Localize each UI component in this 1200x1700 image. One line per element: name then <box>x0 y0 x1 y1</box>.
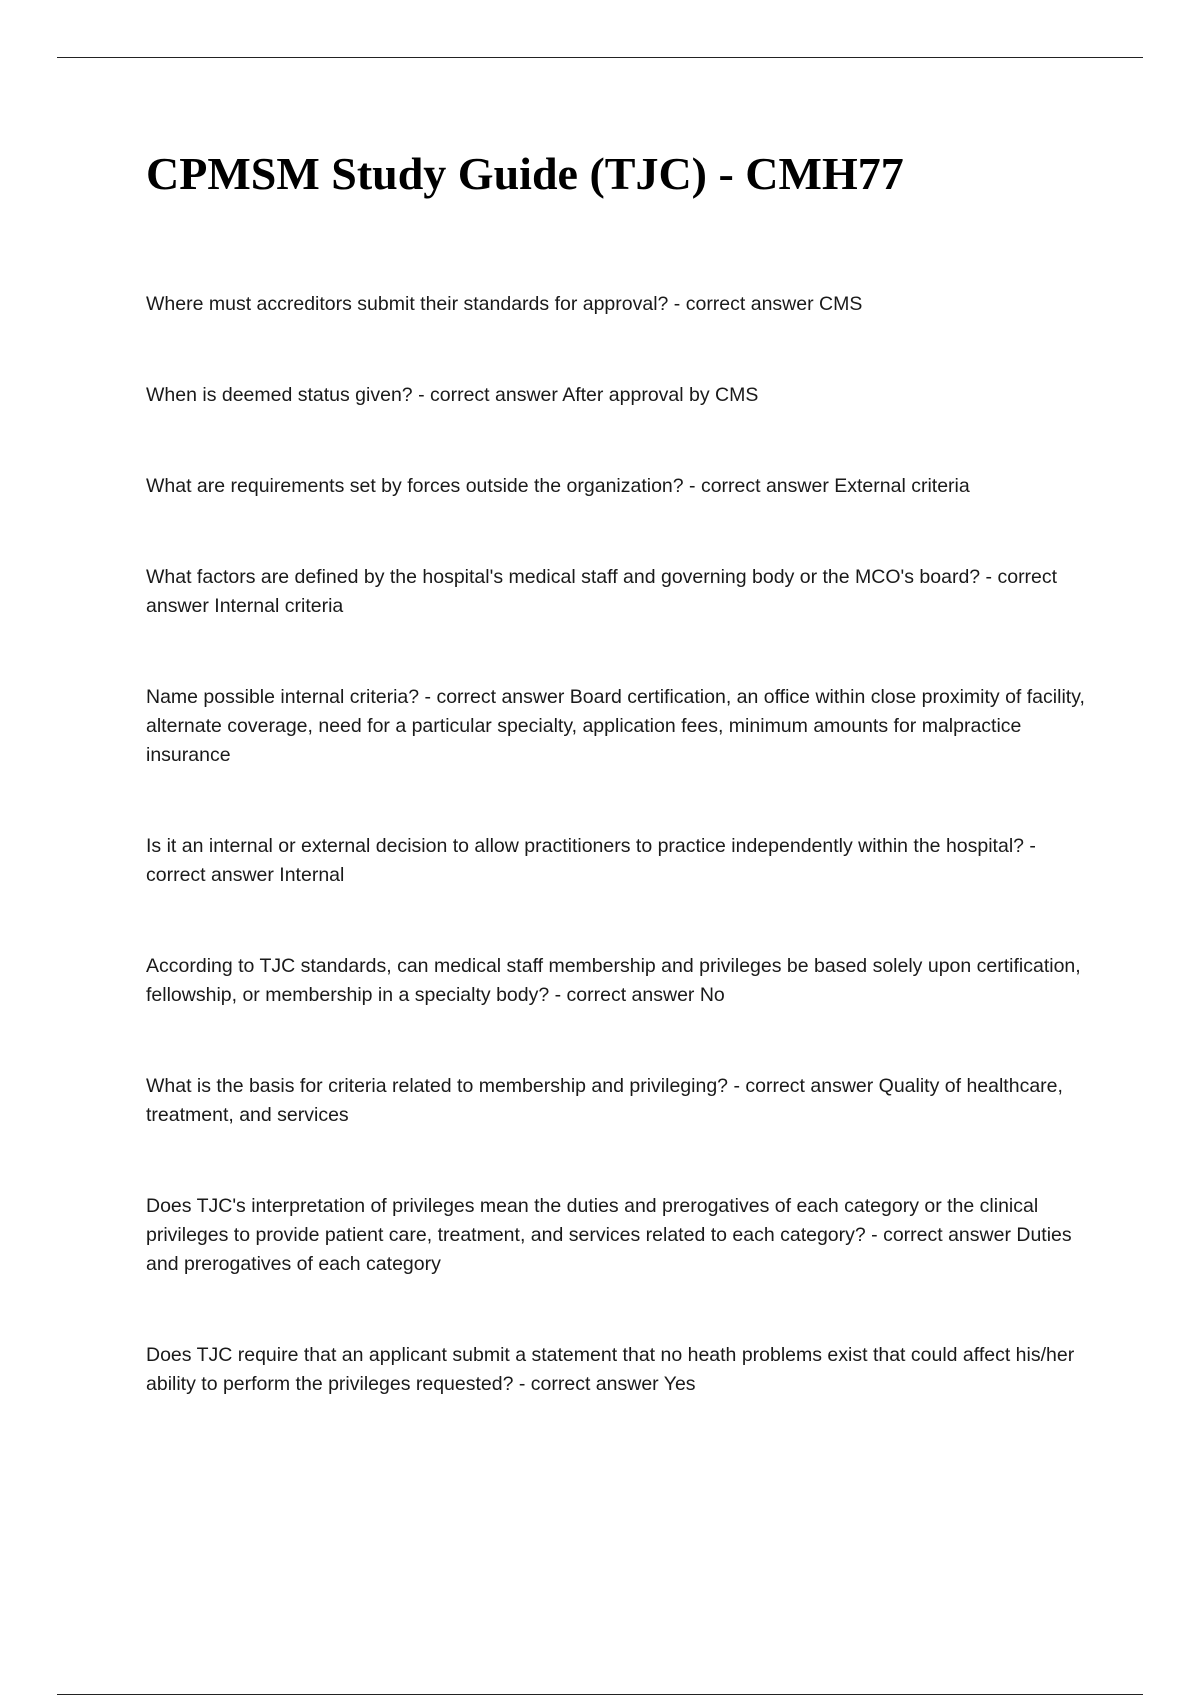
question-text: What are requirements set by forces outside the organization? <box>146 475 684 497</box>
top-rule <box>57 57 1143 58</box>
question-text: Does TJC require that an applicant submit a statement that no heath problems exist that could affect his/her ability to perform the privileges requested? <box>146 1344 1075 1395</box>
question-text: What factors are defined by the hospital's medical staff and governing body or the MCO's board? <box>146 566 981 588</box>
answer-text: Quality of healthcare, treatment, and services <box>146 1075 1063 1126</box>
answer-text: No <box>699 984 725 1006</box>
answer-separator: - correct answer <box>683 475 835 497</box>
document-title: CPMSM Study Guide (TJC) - CMH77 <box>146 148 904 199</box>
answer-separator: - correct answer <box>549 984 700 1006</box>
answer-text: Board certification, an office within close proximity of facility, alternate coverage, need for a particular specialty, application fees, minimum amounts for malpractice insurance <box>146 686 1085 766</box>
qa-item-7 <box>146 952 1086 1010</box>
qa-item-6 <box>146 832 1086 890</box>
answer-separator: - correct answer <box>146 835 1036 886</box>
answer-text: Duties and prerogatives of each category <box>146 1224 1072 1275</box>
qa-item-4 <box>146 563 1086 621</box>
question-text: Where must accreditors submit their standards for approval? <box>146 293 669 315</box>
question-text: When is deemed status given? <box>146 384 413 406</box>
answer-separator: - correct answer <box>513 1373 664 1395</box>
answer-separator: - correct answer <box>728 1075 879 1097</box>
answer-text: External criteria <box>834 475 970 497</box>
bottom-rule <box>57 1694 1143 1695</box>
answer-text: CMS <box>819 293 863 315</box>
qa-list <box>146 290 1086 1461</box>
qa-item-5 <box>146 683 1086 770</box>
answer-separator: - correct answer <box>412 384 563 406</box>
answer-separator: - correct answer <box>865 1224 1017 1246</box>
question-text: Does TJC's interpretation of privileges mean the duties and prerogatives of each category or the clinical privileges to provide patient care, treatment, and services related to each category? <box>146 1195 1039 1246</box>
question-text: What is the basis for criteria related to membership and privileging? <box>146 1075 729 1097</box>
answer-text: After approval by CMS <box>562 384 759 406</box>
answer-text: Yes <box>663 1373 696 1395</box>
answer-separator: - correct answer <box>146 566 1058 617</box>
qa-item-10 <box>146 1341 1086 1399</box>
qa-item-1 <box>146 290 1086 319</box>
question-text: Name possible internal criteria? <box>146 686 420 708</box>
question-text: Is it an internal or external decision to allow practitioners to practice independently within the hospital? <box>146 835 1024 857</box>
qa-item-8 <box>146 1072 1086 1130</box>
answer-separator: - correct answer <box>668 293 820 315</box>
answer-separator: - correct answer <box>419 686 570 708</box>
question-text: According to TJC standards, can medical staff membership and privileges be based solely upon certification, fellowship, or membership in a specialty body? <box>146 955 1081 1006</box>
qa-item-9 <box>146 1192 1086 1279</box>
qa-item-2 <box>146 381 1086 410</box>
qa-item-3 <box>146 472 1086 501</box>
answer-text: Internal criteria <box>214 595 344 617</box>
answer-text: Internal <box>279 864 345 886</box>
